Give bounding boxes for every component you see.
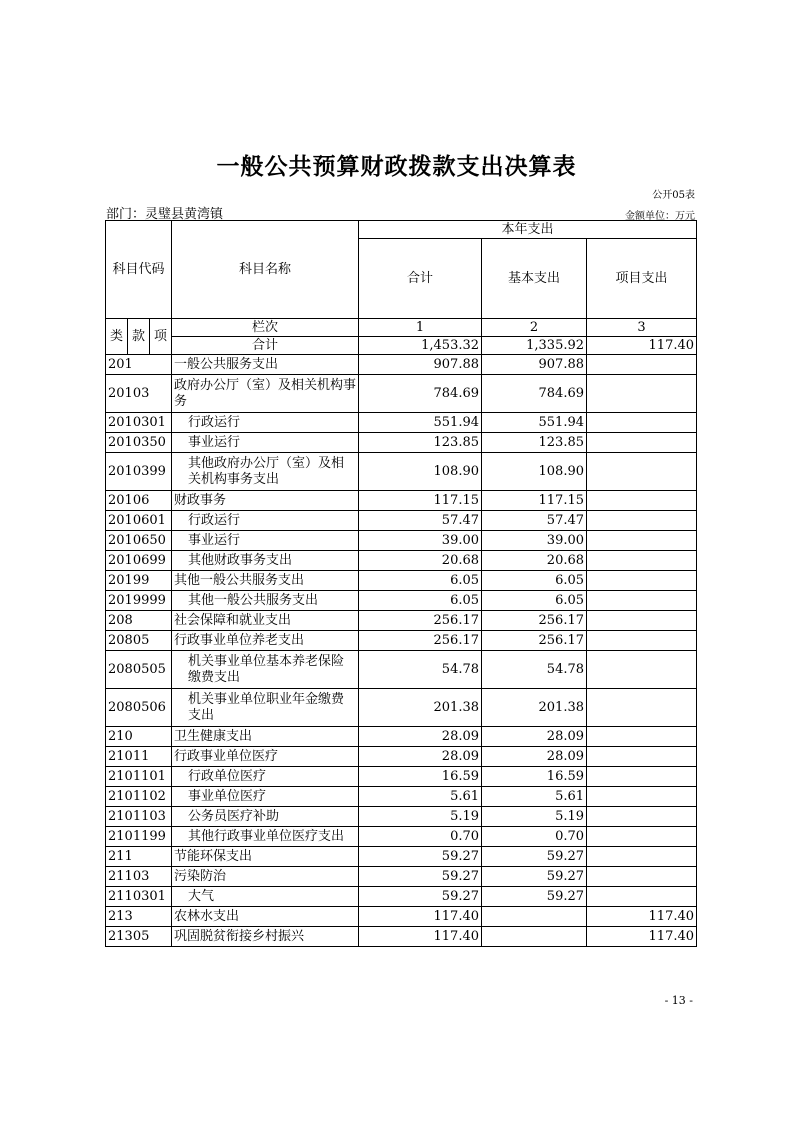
row-name: 行政事业单位养老支出 xyxy=(172,631,359,651)
row-name: 机关事业单位基本养老保险缴费支出 xyxy=(172,651,359,689)
row-name: 行政运行 xyxy=(172,413,359,433)
table-row xyxy=(106,689,697,727)
row-total: 6.05 xyxy=(359,571,482,591)
row-code: 20106 xyxy=(106,491,172,511)
row-project xyxy=(587,847,697,867)
row-code: 2101102 xyxy=(106,787,172,807)
header-current-year: 本年支出 xyxy=(359,221,697,239)
row-name: 事业单位医疗 xyxy=(172,787,359,807)
table-row xyxy=(106,375,697,413)
header-column-order: 栏次 xyxy=(172,319,359,337)
row-basic: 123.85 xyxy=(482,433,587,453)
row-code: 2010699 xyxy=(106,551,172,571)
row-total: 59.27 xyxy=(359,887,482,907)
header-xiang: 项 xyxy=(150,319,172,355)
row-total: 117.40 xyxy=(359,927,482,947)
row-code: 2010301 xyxy=(106,413,172,433)
row-name: 机关事业单位职业年金缴费支出 xyxy=(172,689,359,727)
row-name: 事业运行 xyxy=(172,531,359,551)
row-code: 20199 xyxy=(106,571,172,591)
table-row xyxy=(106,413,697,433)
table-row xyxy=(106,767,697,787)
row-name: 一般公共服务支出 xyxy=(172,355,359,375)
row-project xyxy=(587,511,697,531)
row-basic: 108.90 xyxy=(482,453,587,491)
row-name: 财政事务 xyxy=(172,491,359,511)
row-basic: 59.27 xyxy=(482,847,587,867)
row-basic: 20.68 xyxy=(482,551,587,571)
row-total: 5.19 xyxy=(359,807,482,827)
row-project xyxy=(587,631,697,651)
row-name: 政府办公厅（室）及相关机构事务 xyxy=(172,375,359,413)
table-row xyxy=(106,727,697,747)
row-total: 117.15 xyxy=(359,491,482,511)
header-lei: 类 xyxy=(106,319,128,355)
table-row xyxy=(106,453,697,491)
row-basic: 54.78 xyxy=(482,651,587,689)
row-name: 行政运行 xyxy=(172,511,359,531)
header-col2: 2 xyxy=(482,319,587,337)
row-total: 5.61 xyxy=(359,787,482,807)
header-col1: 1 xyxy=(359,319,482,337)
row-basic: 59.27 xyxy=(482,867,587,887)
form-code: 公开05表 xyxy=(652,190,695,201)
table-row xyxy=(106,611,697,631)
row-code: 2101101 xyxy=(106,767,172,787)
row-total: 551.94 xyxy=(359,413,482,433)
row-name: 其他一般公共服务支出 xyxy=(172,571,359,591)
row-code: 208 xyxy=(106,611,172,631)
row-total: 201.38 xyxy=(359,689,482,727)
row-basic: 16.59 xyxy=(482,767,587,787)
table-row xyxy=(106,571,697,591)
table-row xyxy=(106,907,697,927)
row-total: 28.09 xyxy=(359,747,482,767)
row-total: 6.05 xyxy=(359,591,482,611)
row-name: 其他一般公共服务支出 xyxy=(172,591,359,611)
row-total: 54.78 xyxy=(359,651,482,689)
row-project xyxy=(587,767,697,787)
row-name: 巩固脱贫衔接乡村振兴 xyxy=(172,927,359,947)
row-project xyxy=(587,433,697,453)
row-code: 2010601 xyxy=(106,511,172,531)
table-row xyxy=(106,887,697,907)
row-code: 2101199 xyxy=(106,827,172,847)
row-project xyxy=(587,807,697,827)
row-name: 其他政府办公厅（室）及相关机构事务支出 xyxy=(172,453,359,491)
row-basic xyxy=(482,927,587,947)
row-basic: 0.70 xyxy=(482,827,587,847)
row-name: 节能环保支出 xyxy=(172,847,359,867)
unit-label: 金额单位：万元 xyxy=(625,211,695,222)
row-total: 28.09 xyxy=(359,727,482,747)
row-code: 2010650 xyxy=(106,531,172,551)
row-basic: 59.27 xyxy=(482,887,587,907)
table-row xyxy=(106,433,697,453)
row-name: 公务员医疗补助 xyxy=(172,807,359,827)
page-title: 一般公共预算财政拨款支出决算表 xyxy=(216,153,577,180)
row-total: 907.88 xyxy=(359,355,482,375)
row-total: 256.17 xyxy=(359,611,482,631)
department-label: 部门：灵璧县黄湾镇 xyxy=(106,207,224,222)
row-total: 108.90 xyxy=(359,453,482,491)
header-code-group: 科目代码 xyxy=(106,221,172,319)
row-code: 2010350 xyxy=(106,433,172,453)
table-row xyxy=(106,847,697,867)
table-row xyxy=(106,491,697,511)
row-name: 事业运行 xyxy=(172,433,359,453)
row-project xyxy=(587,453,697,491)
row-code: 21011 xyxy=(106,747,172,767)
row-name: 农林水支出 xyxy=(172,907,359,927)
row-project xyxy=(587,887,697,907)
row-basic: 5.19 xyxy=(482,807,587,827)
row-total: 256.17 xyxy=(359,631,482,651)
row-code: 2101103 xyxy=(106,807,172,827)
row-project xyxy=(587,531,697,551)
row-total: 784.69 xyxy=(359,375,482,413)
row-basic: 28.09 xyxy=(482,727,587,747)
row-total: 16.59 xyxy=(359,767,482,787)
row-basic: 907.88 xyxy=(482,355,587,375)
row-project xyxy=(587,747,697,767)
row-total: 59.27 xyxy=(359,867,482,887)
sum-label: 合计 xyxy=(172,337,359,355)
row-project xyxy=(587,689,697,727)
row-basic: 256.17 xyxy=(482,631,587,651)
row-name: 其他行政事业单位医疗支出 xyxy=(172,827,359,847)
row-code: 213 xyxy=(106,907,172,927)
row-code: 2080505 xyxy=(106,651,172,689)
row-name: 污染防治 xyxy=(172,867,359,887)
row-basic: 256.17 xyxy=(482,611,587,631)
row-basic: 551.94 xyxy=(482,413,587,433)
row-total: 123.85 xyxy=(359,433,482,453)
row-basic: 784.69 xyxy=(482,375,587,413)
row-total: 117.40 xyxy=(359,907,482,927)
header-name: 科目名称 xyxy=(172,221,359,319)
row-code: 21305 xyxy=(106,927,172,947)
row-project xyxy=(587,827,697,847)
page-number: - 13 - xyxy=(664,994,693,1007)
row-code: 21103 xyxy=(106,867,172,887)
row-name: 行政单位医疗 xyxy=(172,767,359,787)
row-project xyxy=(587,551,697,571)
row-name: 行政事业单位医疗 xyxy=(172,747,359,767)
row-basic: 57.47 xyxy=(482,511,587,531)
row-name: 其他财政事务支出 xyxy=(172,551,359,571)
table-row xyxy=(106,511,697,531)
table-row xyxy=(106,747,697,767)
table-row xyxy=(106,651,697,689)
header-col3: 3 xyxy=(587,319,697,337)
row-basic: 6.05 xyxy=(482,571,587,591)
row-basic xyxy=(482,907,587,927)
row-total: 57.47 xyxy=(359,511,482,531)
table-row xyxy=(106,787,697,807)
table-row xyxy=(106,355,697,375)
row-code: 2019999 xyxy=(106,591,172,611)
row-total: 0.70 xyxy=(359,827,482,847)
header-basic: 基本支出 xyxy=(482,239,587,319)
row-project xyxy=(587,651,697,689)
table-row xyxy=(106,531,697,551)
table-row xyxy=(106,591,697,611)
row-code: 201 xyxy=(106,355,172,375)
table-row xyxy=(106,927,697,947)
row-basic: 201.38 xyxy=(482,689,587,727)
row-code: 2080506 xyxy=(106,689,172,727)
row-project xyxy=(587,375,697,413)
row-name: 社会保障和就业支出 xyxy=(172,611,359,631)
row-basic: 117.15 xyxy=(482,491,587,511)
row-basic: 6.05 xyxy=(482,591,587,611)
row-total: 20.68 xyxy=(359,551,482,571)
row-basic: 28.09 xyxy=(482,747,587,767)
row-project xyxy=(587,787,697,807)
table-row xyxy=(106,551,697,571)
row-basic: 5.61 xyxy=(482,787,587,807)
row-project xyxy=(587,867,697,887)
sum-project: 117.40 xyxy=(587,337,697,355)
row-code: 20103 xyxy=(106,375,172,413)
row-code: 20805 xyxy=(106,631,172,651)
header-project: 项目支出 xyxy=(587,239,697,319)
row-total: 59.27 xyxy=(359,847,482,867)
row-project xyxy=(587,611,697,631)
row-project xyxy=(587,571,697,591)
row-basic: 39.00 xyxy=(482,531,587,551)
row-project xyxy=(587,413,697,433)
table-row xyxy=(106,867,697,887)
row-project xyxy=(587,491,697,511)
row-project: 117.40 xyxy=(587,907,697,927)
table-row xyxy=(106,807,697,827)
expenditure-table xyxy=(105,220,697,947)
row-total: 39.00 xyxy=(359,531,482,551)
row-code: 2110301 xyxy=(106,887,172,907)
row-name: 大气 xyxy=(172,887,359,907)
header-kuan: 款 xyxy=(128,319,150,355)
table-body xyxy=(106,355,697,947)
row-project: 117.40 xyxy=(587,927,697,947)
row-code: 210 xyxy=(106,727,172,747)
row-project xyxy=(587,591,697,611)
sum-total: 1,453.32 xyxy=(359,337,482,355)
row-project xyxy=(587,355,697,375)
row-code: 211 xyxy=(106,847,172,867)
row-project xyxy=(587,727,697,747)
sum-basic: 1,335.92 xyxy=(482,337,587,355)
table-row xyxy=(106,827,697,847)
row-code: 2010399 xyxy=(106,453,172,491)
table-row xyxy=(106,631,697,651)
header-total: 合计 xyxy=(359,239,482,319)
row-name: 卫生健康支出 xyxy=(172,727,359,747)
